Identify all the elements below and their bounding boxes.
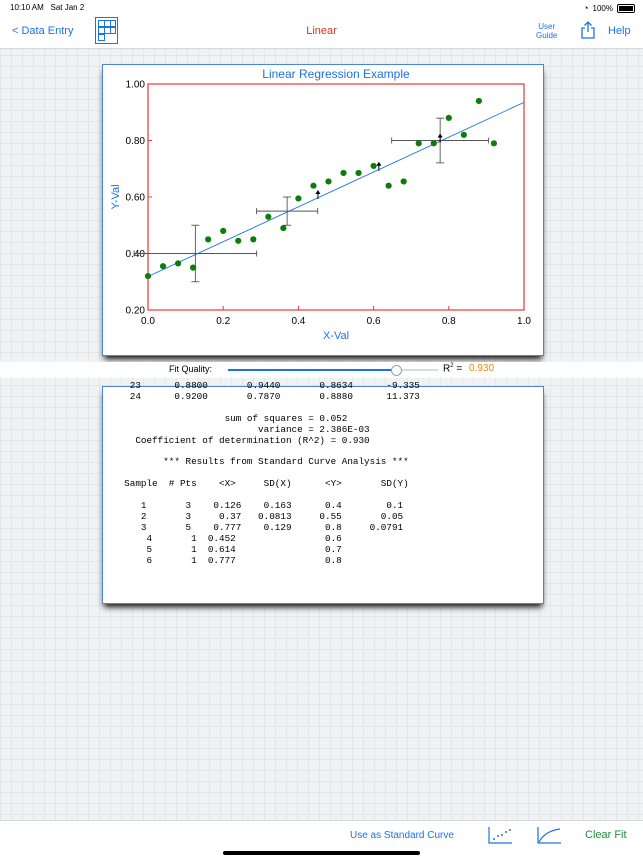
data-point <box>280 225 286 231</box>
fit-quality-slider[interactable] <box>228 369 438 371</box>
status-date: Sat Jan 2 <box>50 3 85 12</box>
battery-percent: 100% <box>592 3 613 13</box>
data-point <box>145 273 151 279</box>
results-panel[interactable] <box>102 380 544 604</box>
data-point <box>220 228 226 234</box>
data-point <box>310 183 316 189</box>
data-point <box>190 265 196 271</box>
data-point <box>431 140 437 146</box>
nav-bar <box>0 14 643 49</box>
page-title: Linear <box>306 25 337 37</box>
data-point <box>205 236 211 242</box>
scatter-plot-icon[interactable] <box>487 826 513 844</box>
data-point <box>446 115 452 121</box>
data-point <box>371 163 377 169</box>
share-icon[interactable] <box>580 21 596 39</box>
data-point <box>265 214 271 220</box>
r2-value: 0.930 <box>469 363 495 374</box>
regression-line <box>148 102 524 276</box>
y-tick-label: 0.20 <box>125 305 145 317</box>
user-guide-line1: User <box>538 22 556 31</box>
x-tick-label: 0.6 <box>366 316 381 327</box>
wifi-icon: ◔ <box>583 3 589 13</box>
plot-frame <box>148 84 524 310</box>
y-tick-label: 0.40 <box>125 249 145 260</box>
data-point <box>416 140 422 146</box>
data-point <box>295 195 301 201</box>
data-point <box>386 183 392 189</box>
y-tick-label: 0.80 <box>125 136 145 147</box>
back-button[interactable]: < Data Entry <box>12 25 74 37</box>
x-axis-label: X-Val <box>322 330 350 342</box>
data-point <box>235 238 241 244</box>
data-point <box>250 236 256 242</box>
curve-fit-icon[interactable] <box>536 826 562 844</box>
x-tick-label: 0.2 <box>216 316 231 327</box>
regression-chart <box>103 65 543 355</box>
x-tick-label: 0.4 <box>291 316 306 327</box>
data-point <box>175 260 181 266</box>
data-point <box>325 178 331 184</box>
clear-fit-button[interactable]: Clear Fit <box>585 829 627 841</box>
status-right <box>583 3 635 13</box>
fit-quality-knob[interactable] <box>391 365 402 376</box>
fit-quality-fill <box>228 369 395 371</box>
chart-title: Linear Regression Example <box>262 67 410 81</box>
home-indicator <box>223 851 420 855</box>
results-text: 23 0.8800 0.9440 0.8634 -9.335 24 0.9200 0.7870 0.8880 11.373 sum of squares = 0.052 variance = 2.386E-03 Coefficient of determination (R^2) = 0.930 *** Results from Standard Curve Analysis *** Sample # Pts <X> SD(X) <Y> SD(Y) 1 3 0.126 0.163 0.4 0.1 2 3 0.37 0.0813 0.55 0.05 3 5 0.777 0.129 0.8 0.0791 4 1 0.452 0.6 5 1 0.614 0.7 6 1 0.777 0.8 <box>124 380 420 566</box>
help-button[interactable]: Help <box>608 25 631 37</box>
status-time: 10:10 AM Sat Jan 2 <box>10 3 85 12</box>
y-tick-label: 1.00 <box>125 79 145 91</box>
data-point <box>401 178 407 184</box>
y-axis-label: Y-Val <box>110 184 122 210</box>
battery-icon <box>617 4 635 13</box>
fit-quality-label: Fit Quality: <box>169 364 213 374</box>
data-point <box>491 140 497 146</box>
user-guide-button[interactable] <box>536 22 557 40</box>
status-bar <box>0 0 643 14</box>
y-tick-label: 0.60 <box>125 192 145 204</box>
x-tick-label: 0.8 <box>441 316 456 327</box>
x-tick-label: 0.0 <box>141 316 155 327</box>
user-guide-line2: Guide <box>536 31 558 40</box>
r2-label: $R^2$ = <box>443 363 463 375</box>
use-as-standard-curve-button[interactable]: Use as Standard Curve <box>350 830 454 841</box>
data-point <box>461 132 467 138</box>
data-point <box>160 263 166 269</box>
arrow-head <box>315 190 320 194</box>
x-tick-label: 1.0 <box>517 316 531 327</box>
data-point <box>476 98 482 104</box>
data-point <box>340 170 346 176</box>
data-point <box>355 170 361 176</box>
fit-quality-row <box>0 362 643 378</box>
arrow-head <box>438 134 443 138</box>
chart-panel <box>102 64 544 356</box>
arrow-head <box>376 162 381 166</box>
